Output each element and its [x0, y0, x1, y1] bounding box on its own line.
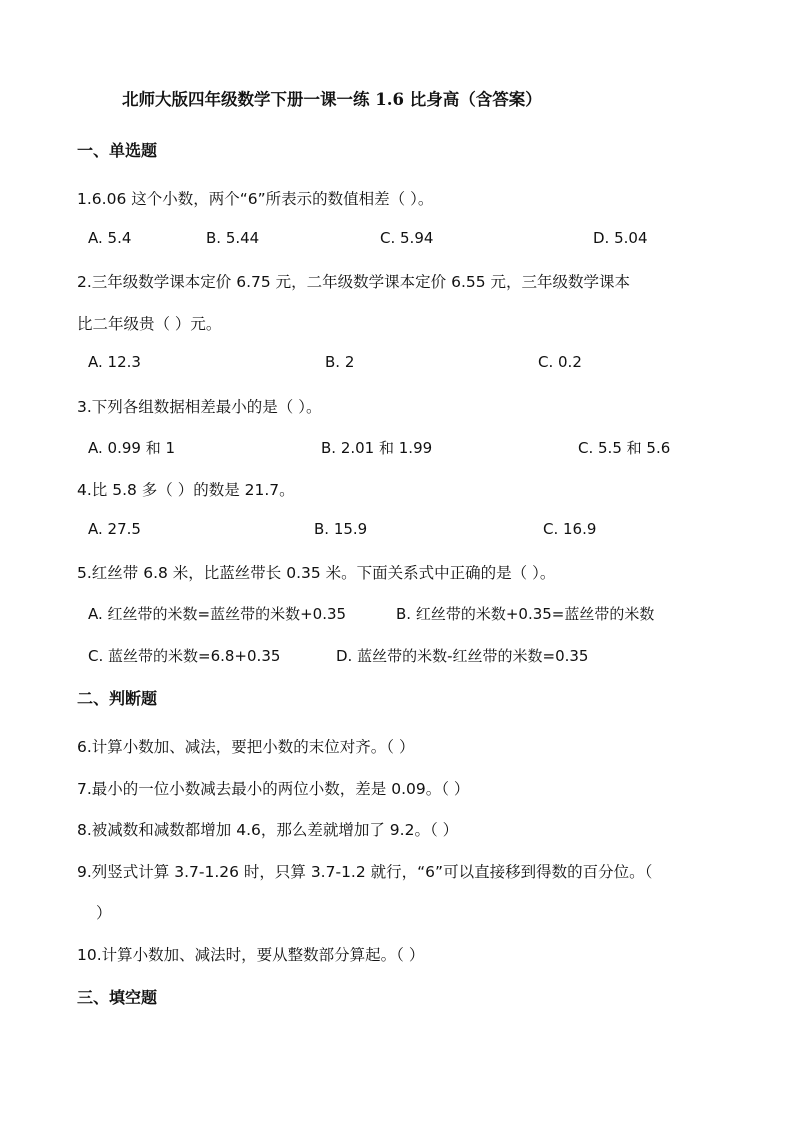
question-2-stem-line-2: 比二年级贵（ ）元。	[77, 315, 222, 333]
question-3-stem: 3.下列各组数据相差最小的是（ ）。	[77, 398, 322, 416]
question-5-option-c: C. 蓝丝带的米数=6.8+0.35	[88, 647, 281, 665]
question-7-stem: 7.最小的一位小数减去最小的两位小数，差是 0.09。（ ）	[77, 780, 470, 798]
question-5-stem: 5.红丝带 6.8 米，比蓝丝带长 0.35 米。下面关系式中正确的是（ ）。	[77, 564, 556, 582]
question-10-stem: 10.计算小数加、减法时，要从整数部分算起。（ ）	[77, 946, 425, 964]
document-title: 北师大版四年级数学下册一课一练 1.6 比身高（含答案）	[122, 90, 542, 109]
question-3-option-b: B. 2.01 和 1.99	[321, 439, 433, 457]
question-9-stem-line-2: ）	[96, 904, 112, 922]
section-heading-fill-blank: 三、填空题	[77, 988, 158, 1007]
question-3-option-c: C. 5.5 和 5.6	[578, 439, 671, 457]
question-1-stem: 1.6.06 这个小数，两个“6”所表示的数值相差（ ）。	[77, 190, 434, 208]
question-5-option-a: A. 红丝带的米数=蓝丝带的米数+0.35	[88, 605, 347, 623]
question-4-option-c: C. 16.9	[543, 520, 597, 538]
question-1-option-c: C. 5.94	[380, 229, 434, 247]
section-heading-true-false: 二、判断题	[77, 689, 158, 708]
question-2-option-a: A. 12.3	[88, 353, 141, 371]
question-4-option-b: B. 15.9	[314, 520, 368, 538]
question-9-stem-line-1: 9.列竖式计算 3.7-1.26 时，只算 3.7-1.2 就行，“6”可以直接移到得数的百分位。（	[77, 863, 653, 881]
question-2-option-b: B. 2	[325, 353, 355, 371]
question-1-option-d: D. 5.04	[593, 229, 648, 247]
question-6-stem: 6.计算小数加、减法，要把小数的末位对齐。（ ）	[77, 738, 415, 756]
question-4-option-a: A. 27.5	[88, 520, 141, 538]
question-5-option-d: D. 蓝丝带的米数-红丝带的米数=0.35	[336, 647, 589, 665]
question-4-stem: 4.比 5.8 多（ ）的数是 21.7。	[77, 481, 295, 499]
question-1-option-a: A. 5.4	[88, 229, 132, 247]
section-heading-single-choice: 一、单选题	[77, 141, 158, 160]
question-8-stem: 8.被减数和减数都增加 4.6，那么差就增加了 9.2。（ ）	[77, 821, 459, 839]
question-3-option-a: A. 0.99 和 1	[88, 439, 176, 457]
question-5-option-b: B. 红丝带的米数+0.35=蓝丝带的米数	[396, 605, 655, 623]
question-1-option-b: B. 5.44	[206, 229, 260, 247]
question-2-option-c: C. 0.2	[538, 353, 582, 371]
question-2-stem-line-1: 2.三年级数学课本定价 6.75 元，二年级数学课本定价 6.55 元，三年级数学课本	[77, 273, 631, 291]
